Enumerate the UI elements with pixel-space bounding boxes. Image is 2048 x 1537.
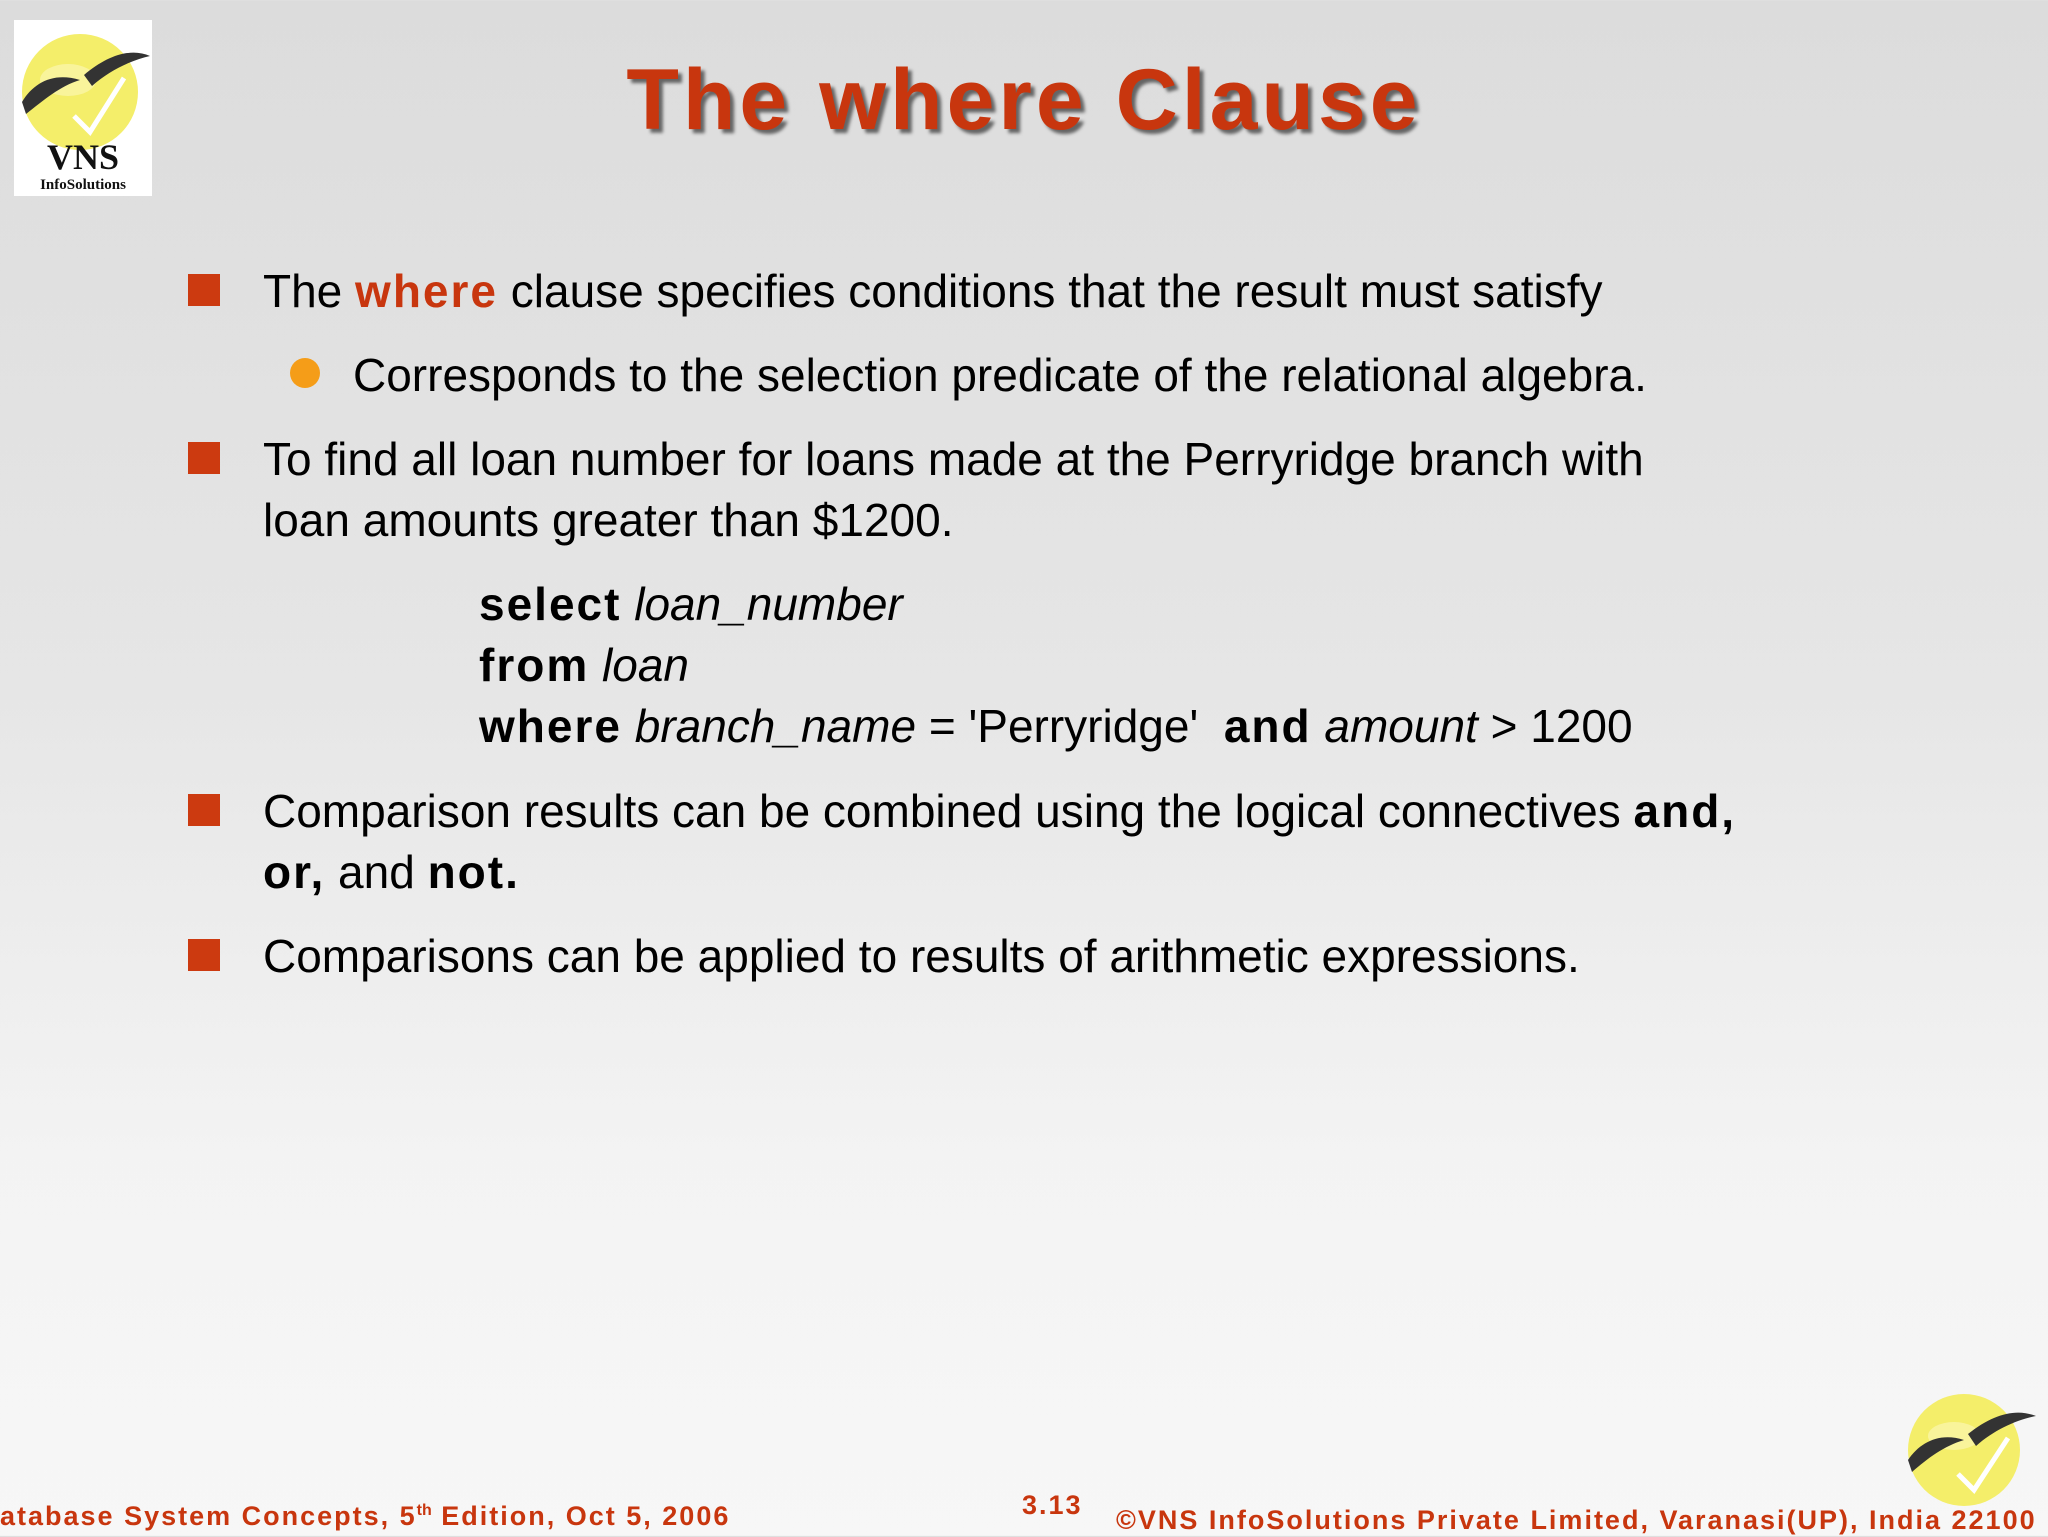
footer-book-title: atabase System Concepts, 5 xyxy=(0,1501,417,1531)
sql-from-relation: loan xyxy=(602,639,689,691)
slide-title: The where Clause xyxy=(626,52,1422,148)
sql-where-keyword: where xyxy=(479,700,622,752)
bullet-2-line-2: loan amounts greater than $1200. xyxy=(263,494,954,546)
footer-copyright: ©VNS InfoSolutions Private Limited, Varanasi(UP), India 22100 xyxy=(1116,1505,2037,1535)
bullet-3-mid: and xyxy=(325,846,428,898)
footer-logo-icon xyxy=(1898,1384,2038,1506)
bullet-1-pre: The xyxy=(263,265,356,317)
logo-name: VNS xyxy=(46,137,120,177)
sql-from-keyword: from xyxy=(479,639,590,691)
bullet-1-post: clause specifies conditions that the result must satisfy xyxy=(498,265,1603,317)
sql-where-value: 'Perryridge' xyxy=(968,700,1199,752)
where-keyword: where xyxy=(355,265,498,317)
sql-amount-attr: amount xyxy=(1324,700,1478,752)
sql-select-attr: loan_number xyxy=(634,578,903,630)
bullet-3-line-2 xyxy=(263,842,520,902)
bullet-3-line-1 xyxy=(263,781,1736,841)
bullet-2-line-1: To find all loan number for loans made at the Perryridge branch with xyxy=(263,433,1644,485)
sql-eq: = xyxy=(916,700,969,752)
sql-where-line xyxy=(479,696,1633,756)
and-keyword: and, xyxy=(1633,785,1737,837)
sub-bullet-1: Corresponds to the selection predicate of the relational algebra. xyxy=(353,349,1647,401)
sql-select-keyword: select xyxy=(479,578,622,630)
sql-select-line xyxy=(479,574,903,634)
footer-superscript: th xyxy=(416,1502,432,1519)
sql-and-keyword: and xyxy=(1223,700,1312,752)
footer-edition-date: Edition, Oct 5, 2006 xyxy=(431,1501,731,1531)
page-number: 3.13 xyxy=(1022,1490,1083,1520)
sql-from-line xyxy=(479,635,689,695)
footer-left xyxy=(0,1494,730,1533)
not-keyword: not. xyxy=(427,846,520,898)
bullet-square-icon xyxy=(188,794,220,826)
bullet-square-icon xyxy=(188,442,220,474)
sql-comparison: > 1200 xyxy=(1477,700,1633,752)
or-keyword: or, xyxy=(263,846,326,898)
logo-subname: InfoSolutions xyxy=(40,177,126,193)
sql-where-attr: branch_name xyxy=(634,700,917,752)
bullet-dot-icon xyxy=(290,358,320,388)
bullet-square-icon xyxy=(188,939,220,971)
bullet-square-icon xyxy=(188,274,220,306)
bullet-4: Comparisons can be applied to results of arithmetic expressions. xyxy=(263,930,1580,982)
bullet-3-text: Comparison results can be combined using the logical connectives xyxy=(263,785,1634,837)
bullet-1 xyxy=(263,261,1603,321)
